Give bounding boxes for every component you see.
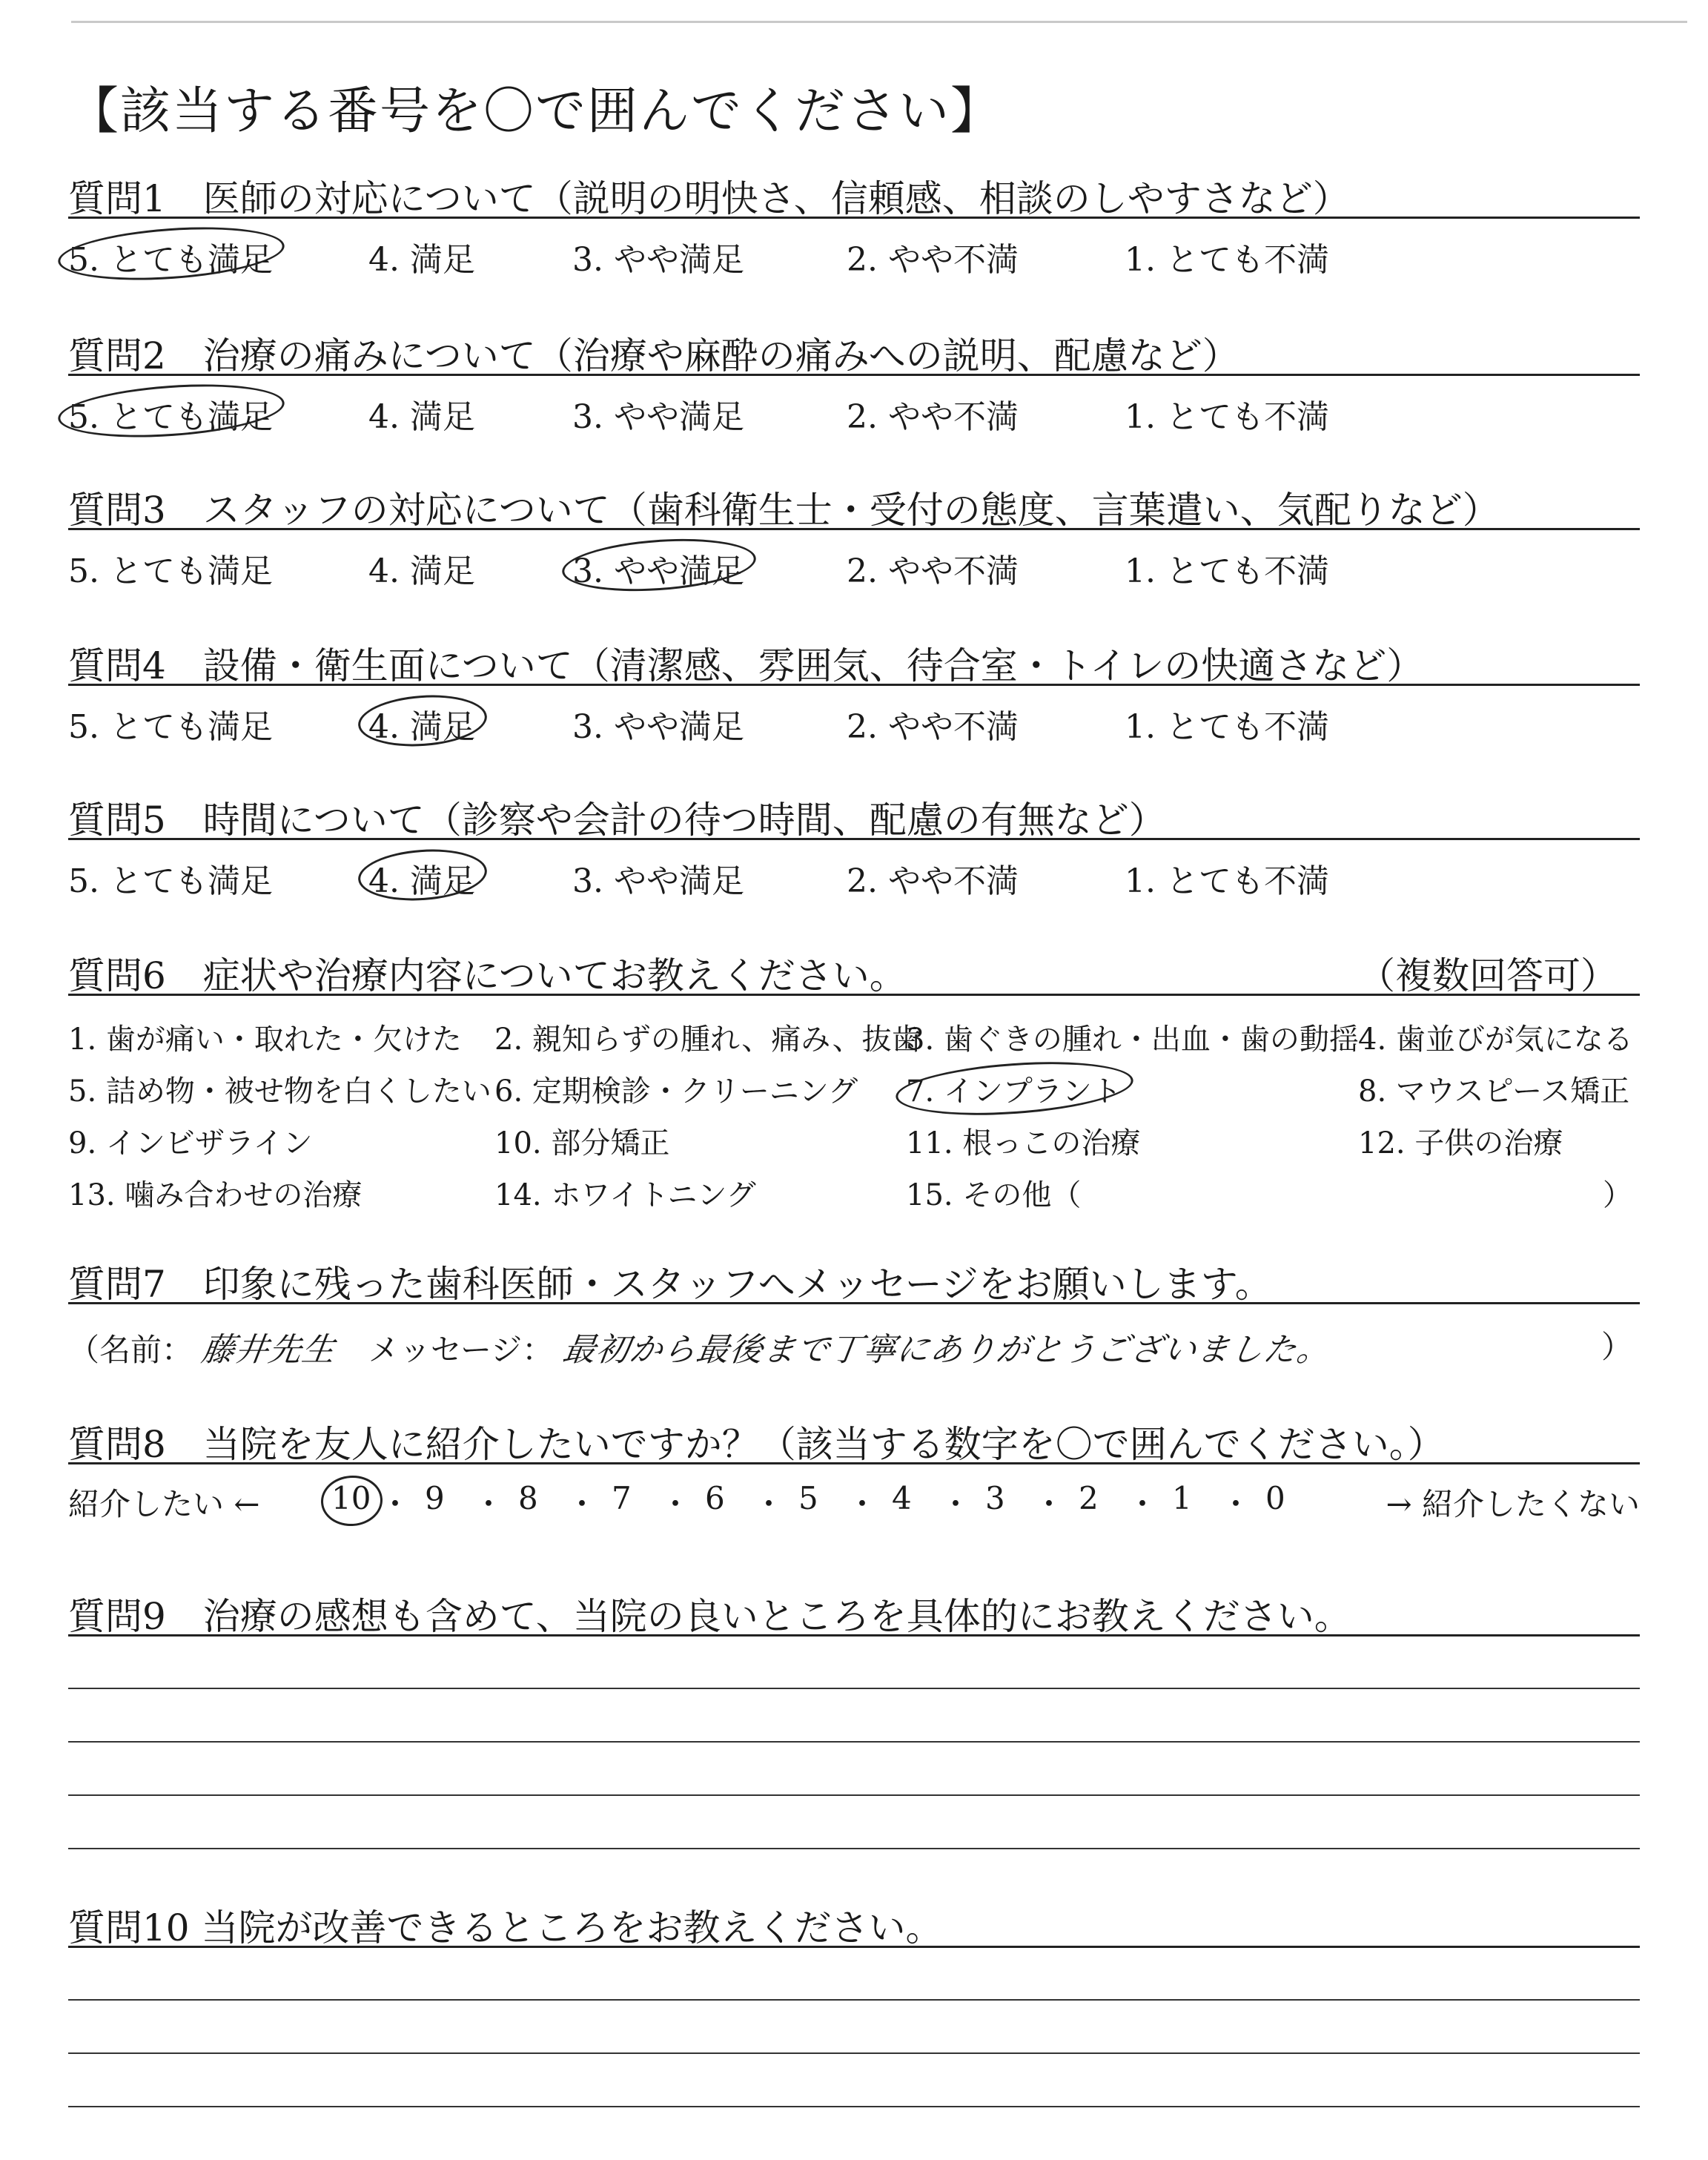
choice-option-2[interactable]	[847, 700, 1019, 747]
answer-line	[68, 1688, 1640, 1689]
question-2-options	[68, 390, 1640, 435]
choice-label: 3. やや満足	[572, 398, 744, 436]
scale-separator: ・	[753, 1486, 785, 1522]
symptom-option-5[interactable]	[68, 1068, 491, 1110]
scale-separator: ・	[940, 1486, 972, 1522]
choice-option-5[interactable]	[68, 700, 273, 747]
name-label: （名前：	[68, 1332, 193, 1368]
choice-option-4-selected[interactable]	[368, 854, 475, 902]
question-3-heading: 質問3 スタッフの対応について（歯科衛生士・受付の態度、言葉遣い、気配りなど）	[68, 480, 1640, 534]
choice-option-1[interactable]	[1125, 854, 1329, 902]
question-4-heading: 質問4 設備・衛生面について（清潔感、雰囲気、待合室・トイレの快適さなど）	[68, 636, 1640, 690]
recommend-number: 1	[1172, 1480, 1192, 1516]
symptom-option-14[interactable]	[494, 1172, 756, 1214]
question-6-heading: 質問6 症状や治療内容についてお教えください。 （複数回答可）	[68, 946, 1640, 1000]
recommend-value-1[interactable]	[1172, 1480, 1192, 1516]
choice-option-5-selected[interactable]	[68, 390, 273, 437]
recommend-right-label: → 紹介したくない	[1386, 1486, 1640, 1522]
symptom-option-3[interactable]	[906, 1016, 1359, 1058]
symptom-option-4[interactable]	[1358, 1016, 1633, 1058]
choice-option-2[interactable]	[847, 233, 1019, 280]
form-title: 【該当する番号を〇で囲んでください】	[68, 82, 1003, 141]
symptom-label: 10. 部分矯正	[494, 1126, 670, 1160]
recommend-number: 10	[331, 1480, 371, 1516]
symptom-label: 7. インプラント	[906, 1068, 1122, 1110]
choice-option-1[interactable]	[1125, 233, 1329, 280]
question-8-heading: 質問8 当院を友人に紹介したいですか？（該当する数字を〇で囲んでください。）	[68, 1415, 1640, 1468]
symptom-option-13[interactable]	[68, 1172, 362, 1214]
symptom-label: 5. 詰め物・被せ物を白くしたい	[68, 1074, 491, 1109]
symptom-option-6[interactable]	[494, 1068, 858, 1110]
other-close-paren: ）	[1603, 1178, 1632, 1212]
choice-label: 5. とても満足	[68, 233, 273, 280]
message-label: メッセージ：	[368, 1332, 554, 1368]
choice-label: 2. やや不満	[847, 552, 1019, 590]
choice-option-3[interactable]	[572, 700, 744, 747]
question-5-options	[68, 854, 1640, 899]
recommend-value-8[interactable]	[518, 1480, 538, 1516]
choice-label: 3. やや満足	[572, 241, 744, 279]
symptom-label: 6. 定期検診・クリーニング	[494, 1074, 858, 1109]
recommend-value-2[interactable]	[1079, 1480, 1099, 1516]
name-handwritten: 藤井先生	[199, 1331, 339, 1369]
choice-option-2[interactable]	[847, 544, 1019, 592]
symptom-option-1[interactable]	[68, 1016, 462, 1058]
choice-label: 5. とても満足	[68, 708, 273, 746]
choice-label: 2. やや不満	[847, 862, 1019, 900]
scale-separator: ・	[566, 1486, 598, 1522]
answer-line	[68, 2052, 1640, 2054]
symptom-label: 15. その他（	[906, 1178, 1082, 1212]
symptom-option-15[interactable]	[906, 1172, 1081, 1214]
scale-separator: ・	[847, 1486, 878, 1522]
answer-line	[68, 1848, 1640, 1849]
choice-label: 3. やや満足	[572, 708, 744, 746]
recommend-number: 9	[425, 1480, 445, 1516]
recommend-value-10[interactable]	[331, 1480, 371, 1516]
symptom-label: 4. 歯並びが気になる	[1358, 1023, 1633, 1057]
symptom-option-10[interactable]	[494, 1120, 669, 1162]
choice-option-1[interactable]	[1125, 390, 1329, 437]
question-1-heading: 質問1 医師の対応について（説明の明快さ、信頼感、相談のしやすさなど）	[68, 169, 1640, 222]
symptom-label: 3. 歯ぐきの腫れ・出血・歯の動揺	[906, 1023, 1359, 1057]
top-border	[71, 21, 1687, 23]
symptom-label: 13. 噛み合わせの治療	[68, 1178, 363, 1212]
symptom-option-9[interactable]	[68, 1120, 313, 1162]
question-10-heading: 質問10 当院が改善できるところをお教えください。	[68, 1898, 1640, 1952]
scale-separator: ・	[473, 1486, 505, 1522]
choice-option-5-selected[interactable]	[68, 233, 273, 280]
choice-label: 3. やや満足	[572, 544, 744, 592]
choice-label: 2. やや不満	[847, 398, 1019, 436]
scale-separator: ・	[380, 1486, 411, 1522]
answer-line	[68, 1999, 1640, 2001]
recommend-value-4[interactable]	[892, 1480, 912, 1516]
answer-line	[68, 1794, 1640, 1796]
recommend-number: 2	[1079, 1480, 1099, 1516]
question-7-heading: 質問7 印象に残った歯科医師・スタッフへメッセージをお願いします。	[68, 1255, 1640, 1308]
choice-label: 1. とても不満	[1125, 552, 1329, 590]
choice-label: 4. 満足	[368, 854, 475, 902]
symptom-option-11[interactable]	[906, 1120, 1140, 1162]
symptom-label: 14. ホワイトニング	[494, 1178, 756, 1212]
question-3-options	[68, 544, 1640, 589]
recommend-number: 8	[518, 1480, 538, 1516]
symptom-label: 11. 根っこの治療	[906, 1126, 1141, 1160]
choice-option-1[interactable]	[1125, 700, 1329, 747]
scale-separator: ・	[660, 1486, 692, 1522]
choice-option-3[interactable]	[572, 233, 744, 280]
choice-label: 4. 満足	[368, 241, 475, 279]
recommend-value-9[interactable]	[425, 1480, 445, 1516]
recommend-number: 5	[798, 1480, 818, 1516]
choice-label: 1. とても不満	[1125, 241, 1329, 279]
question-4-options	[68, 700, 1640, 744]
symptom-label: 2. 親知らずの腫れ、痛み、抜歯	[494, 1023, 921, 1057]
message-close-paren: ）	[1601, 1329, 1632, 1365]
recommend-number: 6	[705, 1480, 725, 1516]
choice-label: 1. とても不満	[1125, 708, 1329, 746]
choice-option-5[interactable]	[68, 854, 273, 902]
choice-option-3[interactable]	[572, 854, 744, 902]
choice-label: 4. 満足	[368, 700, 475, 747]
symptom-option-7[interactable]	[906, 1068, 1122, 1110]
symptom-option-2[interactable]	[494, 1016, 921, 1058]
symptom-label: 8. マウスピース矯正	[1358, 1074, 1630, 1109]
recommend-value-6[interactable]	[705, 1480, 725, 1516]
choice-label: 3. やや満足	[572, 862, 744, 900]
choice-option-4[interactable]	[368, 390, 475, 437]
choice-option-4[interactable]	[368, 544, 475, 592]
choice-option-4-selected[interactable]	[368, 700, 475, 747]
choice-label: 5. とても満足	[68, 552, 273, 590]
symptom-option-12[interactable]	[1358, 1120, 1563, 1162]
choice-label: 1. とても不満	[1125, 398, 1329, 436]
choice-label: 4. 満足	[368, 552, 475, 590]
recommend-value-0[interactable]	[1265, 1480, 1285, 1516]
multiple-answer-note: （複数回答可）	[1358, 954, 1618, 997]
question-5-heading: 質問5 時間について（診察や会計の待つ時間、配慮の有無など）	[68, 790, 1640, 844]
choice-label: 4. 満足	[368, 398, 475, 436]
symptom-label: 1. 歯が痛い・取れた・欠けた	[68, 1023, 462, 1057]
question-2-heading: 質問2 治療の痛みについて（治療や麻酔の痛みへの説明、配慮など）	[68, 326, 1640, 380]
recommend-value-3[interactable]	[985, 1480, 1005, 1516]
choice-label: 5. とても満足	[68, 390, 273, 437]
recommend-number: 3	[985, 1480, 1005, 1516]
choice-option-5[interactable]	[68, 544, 273, 592]
choice-label: 1. とても不満	[1125, 862, 1329, 900]
choice-label: 2. やや不満	[847, 241, 1019, 279]
recommend-value-5[interactable]	[798, 1480, 818, 1516]
choice-option-2[interactable]	[847, 854, 1019, 902]
recommend-value-7[interactable]	[612, 1480, 632, 1516]
choice-option-2[interactable]	[847, 390, 1019, 437]
answer-line	[68, 2106, 1640, 2107]
scale-separator: ・	[1220, 1486, 1252, 1522]
scale-separator: ・	[1127, 1486, 1159, 1522]
choice-label: 2. やや不満	[847, 708, 1019, 746]
message-row	[68, 1323, 1640, 1370]
answer-line	[68, 1741, 1640, 1743]
recommend-number: 0	[1265, 1480, 1285, 1516]
choice-option-3-selected[interactable]	[572, 544, 744, 592]
symptom-label: 12. 子供の治療	[1358, 1126, 1563, 1160]
question-9-heading: 質問9 治療の感想も含めて、当院の良いところを具体的にお教えください。	[68, 1587, 1640, 1640]
question-1-options	[68, 233, 1640, 277]
choice-option-3[interactable]	[572, 390, 744, 437]
scale-separator: ・	[1033, 1486, 1065, 1522]
recommend-number: 4	[892, 1480, 912, 1516]
choice-option-4[interactable]	[368, 233, 475, 280]
symptom-option-8[interactable]	[1358, 1068, 1629, 1110]
recommend-number: 7	[612, 1480, 632, 1516]
message-handwritten: 最初から最後まで丁寧にありがとうございました。	[560, 1331, 1333, 1369]
symptom-label: 9. インビザライン	[68, 1126, 313, 1160]
choice-option-1[interactable]	[1125, 544, 1329, 592]
recommend-left-label: 紹介したい ←	[68, 1486, 260, 1522]
choice-label: 5. とても満足	[68, 862, 273, 900]
